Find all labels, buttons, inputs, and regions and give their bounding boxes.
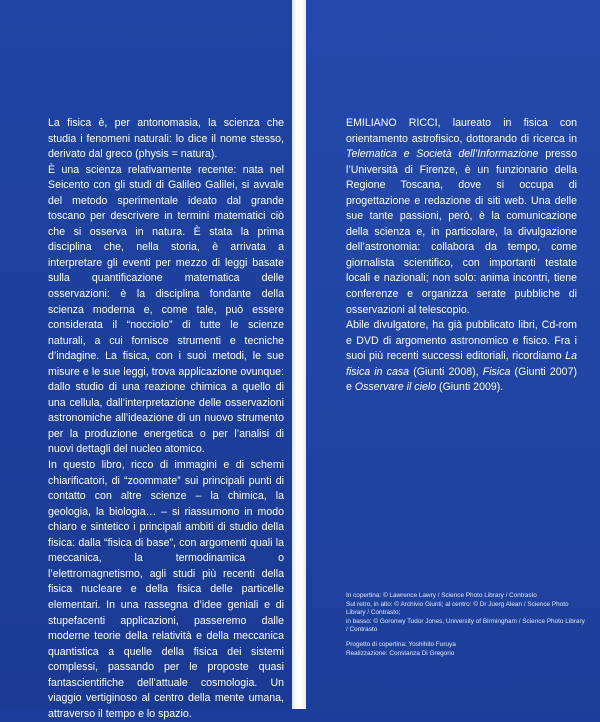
description-paragraph-2: È una scienza relativamente recente: nata nel Seicento con gli studi di Galileo Galilei, si avvale del metodo sperimentale ideato dal grande toscano per descrivere in termini matematici ciò che si osserva in natura. È stata la prima disciplina che, nella storia, è arrivata a interpretare gli eventi per mezzo di leggi basate sulla quantificazione matematica delle osservazioni: è la disciplina fondante della scienza moderna e, come tale, può essere considerata il “nocciolo” di tutte le scienze naturali, a cui fornisce strumenti e tecniche d’indagine. La fisica, con i suoi metodi, le sue misure e le sue leggi, trova applicazione ovunque: dallo studio di una reazione chimica a quello di una cellula, dall’interpretazione delle osservazioni astronomiche all’ideazione di un nuovo strumento per la produzione energetica o per l’analisi di nuovi dettagli del nucleo atomico. bbox=[48, 163, 284, 456]
bio-paragraph-2 bbox=[346, 318, 577, 396]
doctorate-title: Telematica e Società dell’Informazione bbox=[346, 148, 539, 161]
book-title-3: Osservare il cielo bbox=[354, 381, 437, 394]
book-title-1: La fisica in casa bbox=[346, 350, 577, 378]
image-credits bbox=[346, 592, 586, 658]
bio-text-3: Abile divulgatore, ha già pubblicato libri, Cd-rom e DVD di argomento astronomico e fisico. Fra i suoi più recenti successi editoriali, ricordiamo bbox=[346, 319, 577, 363]
description-paragraph-1: La fisica è, per antonomasia, la scienza che studia i fenomeni naturali: lo dice il nome stesso, derivato dal greco (physis = natura). bbox=[48, 117, 284, 161]
credit-line-2: Sul retro, in alto: © Archivio Giunti; al centro: © Dr Juerg Alean / Science Photo Library / Contrasto; bbox=[346, 600, 569, 617]
book-description bbox=[48, 116, 284, 722]
page-gutter bbox=[292, 0, 306, 709]
credit-line-3: in basso: © Goronwy Tudor Jones, University of Birmingham / Science Photo Library / Contrasto bbox=[346, 617, 585, 634]
book-year-3: (Giunti 2009). bbox=[436, 381, 504, 394]
book-year-2: (Giunti 2007) e bbox=[346, 365, 577, 394]
credit-line-1: In copertina: © Lawrence Lawry / Science Photo Library / Contrasto bbox=[346, 592, 537, 599]
bio-text-1: , laureato in fisica con orientamento astrofisico, dottorando di ricerca in bbox=[346, 117, 577, 145]
bio-paragraph-1 bbox=[346, 116, 577, 318]
cover-design-credit: Progetto di copertina: Yoshihito Furuya bbox=[346, 640, 456, 648]
author-bio bbox=[346, 116, 577, 396]
book-title-2: Fisica bbox=[482, 365, 511, 378]
book-year-1: (Giunti 2008), bbox=[409, 365, 483, 378]
production-credit: Realizzazione: Constanza Di Gregorio bbox=[346, 649, 455, 657]
description-paragraph-3: In questo libro, ricco di immagini e di schemi chiarificatori, di “zoommate” sui principali punti di contatto con altre scienze – la chimica, la geologia, la biologia… – si riassumono in modo chiaro e sintetico i principali ambiti di studio della fisica: dalla “fisica di base”, con argomenti quali la meccanica, la termodinamica o l’elettromagnetismo, agli studi più recenti della fisica nucleare e della fisica delle particelle elementari. In una rassegna d’idee geniali e di stupefacenti applicazioni, passeremo dalle moderne teorie della relatività e della meccanica quantistica a quelle della fisica dei sistemi complessi, passando per le proposte quasi fantascientifiche dell’attuale cosmologia. Un viaggio vertiginoso al centro della mente umana, attraverso il tempo e lo spazio. bbox=[48, 459, 284, 720]
bio-text-2: presso l’Università di Firenze, è un funzionario della Regione Toscana, dove si occupa di progettazione e redazione di siti web. Una delle sue tante passioni, però, è la comunicazione della scienza e, in particolare, la divulgazione dell’astronomia: collabora da tempo, come giornalista scientifico, con importanti testate locali e nazionali; non solo: anima incontri, tiene conferenze e organizza serate pubbliche di osservazioni al telescopio. bbox=[346, 148, 577, 316]
author-name: EMILIANO RICCI bbox=[346, 117, 438, 129]
